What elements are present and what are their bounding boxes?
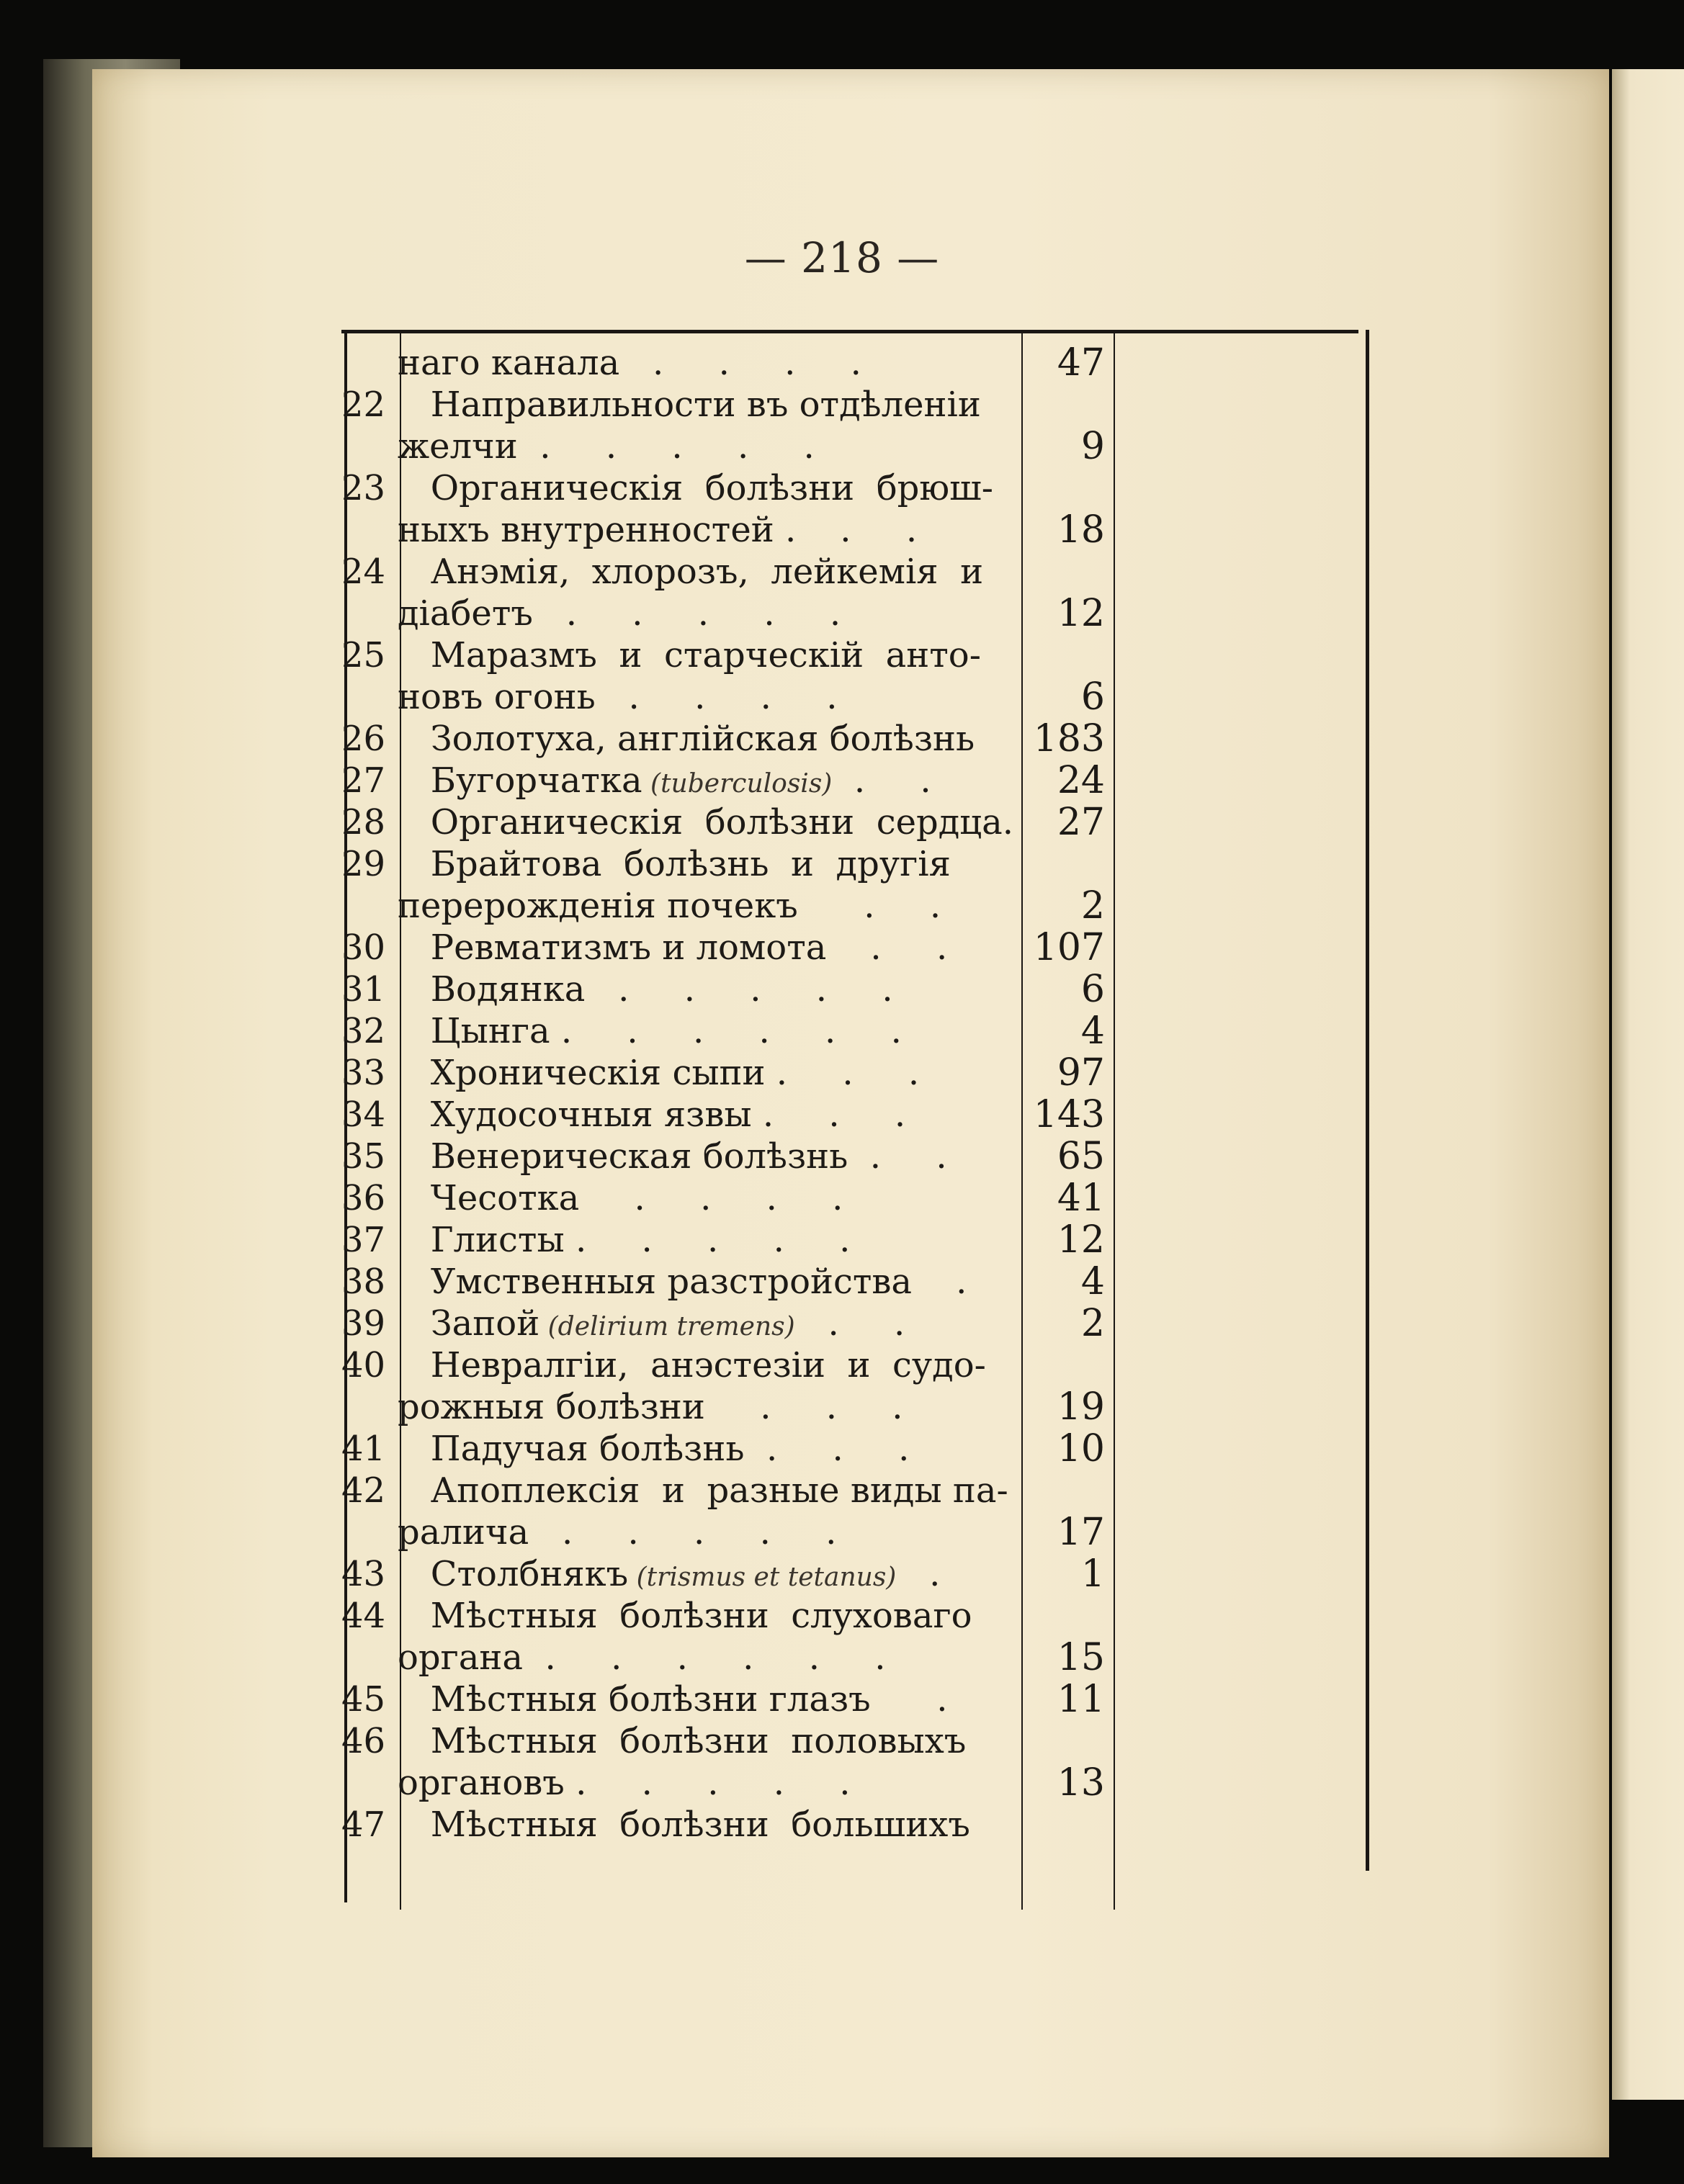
row-label-line: Запой (delirium tremens) . . xyxy=(398,1303,905,1344)
row-label-line: Анэмія, хлорозъ, лейкемія и xyxy=(398,552,984,592)
row-count: 6 xyxy=(1080,675,1105,719)
row-label-line: перерожденія почекъ . . xyxy=(398,886,941,926)
row-count: 2 xyxy=(1080,884,1105,927)
row-label-line: діабетъ . . . . . xyxy=(398,593,841,634)
row-label-line: ралича . . . . . xyxy=(398,1512,837,1552)
row-number: 25 xyxy=(341,635,386,675)
row-label-line: Мѣстныя болѣзни половыхъ xyxy=(398,1721,967,1761)
latin-term: (trismus et tetanus) xyxy=(628,1563,897,1592)
row-label-line: Ревматизмъ и ломота . . xyxy=(398,927,948,968)
row-number: 24 xyxy=(341,552,386,592)
row-count: 12 xyxy=(1057,592,1105,635)
row-label-line: Столбнякъ (trismus et tetanus) . xyxy=(398,1554,941,1594)
row-label-line: новъ огонь . . . . xyxy=(398,677,838,717)
row-number: 39 xyxy=(341,1303,386,1344)
row-label-line: Умственныя разстройства . xyxy=(398,1262,967,1302)
row-label-line: желчи . . . . . xyxy=(398,426,815,467)
row-count: 15 xyxy=(1057,1636,1105,1679)
row-label-line: органа . . . . . . xyxy=(398,1637,886,1678)
row-number: 44 xyxy=(341,1596,386,1636)
row-count: 12 xyxy=(1057,1218,1105,1262)
leader-dots: . . xyxy=(794,1303,905,1344)
row-count: 19 xyxy=(1057,1385,1105,1429)
row-label-line: Цынга . . . . . . xyxy=(398,1011,902,1051)
leader-dots: . . xyxy=(832,760,931,801)
row-number: 38 xyxy=(341,1262,386,1302)
row-label-line: наго канала . . . . xyxy=(398,343,861,383)
row-count: 107 xyxy=(1033,926,1105,969)
page-number: — 218 — xyxy=(744,233,940,282)
row-label-line: Органическія болѣзни сердца. xyxy=(398,802,1013,842)
leader-dots: . xyxy=(896,1554,941,1594)
row-label-line: Падучая болѣзнь . . . xyxy=(398,1429,910,1469)
latin-term: (tuberculosis) xyxy=(642,769,833,799)
row-count: 24 xyxy=(1057,759,1105,802)
row-label-line: рожныя болѣзни . . . xyxy=(398,1387,903,1427)
row-number: 30 xyxy=(341,927,386,968)
row-number: 26 xyxy=(341,719,386,759)
row-label-line: Органическія болѣзни брюш- xyxy=(398,468,993,508)
row-count: 9 xyxy=(1080,425,1105,468)
row-label-line: Невралгіи, анэстезіи и судо- xyxy=(398,1345,986,1385)
row-number: 46 xyxy=(341,1721,386,1761)
row-count: 97 xyxy=(1057,1051,1105,1095)
row-count: 27 xyxy=(1057,801,1105,844)
row-count: 17 xyxy=(1057,1511,1105,1554)
row-label-line: Водянка . . . . . xyxy=(398,969,893,1010)
row-number: 47 xyxy=(341,1805,386,1845)
row-label-line: Направильности въ отдѣленіи xyxy=(398,385,981,425)
row-count: 13 xyxy=(1057,1761,1105,1805)
value-column-right-rule xyxy=(1114,333,1115,1910)
facing-page-edge xyxy=(1612,69,1684,2100)
row-number: 27 xyxy=(341,760,386,801)
row-label-line: Мѣстныя болѣзни глазъ . xyxy=(398,1679,948,1720)
row-number: 40 xyxy=(341,1345,386,1385)
row-number: 23 xyxy=(341,468,386,508)
latin-term: (delirium tremens) xyxy=(539,1312,795,1342)
table-top-rule xyxy=(341,330,1358,333)
row-label-line: ныхъ внутренностей . . . xyxy=(398,510,918,550)
row-number: 29 xyxy=(341,844,386,884)
row-number: 22 xyxy=(341,385,386,425)
row-count: 4 xyxy=(1080,1010,1105,1053)
row-number: 45 xyxy=(341,1679,386,1720)
row-label-line: органовъ . . . . . xyxy=(398,1763,851,1803)
row-label-line: Бугорчатка (tuberculosis) . . xyxy=(398,760,931,801)
row-count: 47 xyxy=(1057,341,1105,385)
row-number: 42 xyxy=(341,1470,386,1511)
row-number: 37 xyxy=(341,1220,386,1260)
row-label-line: Хроническія сыпи . . . xyxy=(398,1053,920,1093)
row-number: 43 xyxy=(341,1554,386,1594)
row-count: 10 xyxy=(1057,1427,1105,1470)
row-label-line: Худосочныя язвы . . . xyxy=(398,1095,906,1135)
row-label-line: Золотуха, англійская болѣзнь xyxy=(398,719,975,759)
row-label-line: Глисты . . . . . xyxy=(398,1220,851,1260)
row-number: 32 xyxy=(341,1011,386,1051)
row-label-line: Апоплексія и разные виды па- xyxy=(398,1470,1008,1511)
row-count: 6 xyxy=(1080,968,1105,1011)
row-count: 143 xyxy=(1033,1093,1105,1136)
row-label-line: Мѣстныя болѣзни слуховаго xyxy=(398,1596,972,1636)
row-count: 18 xyxy=(1057,508,1105,552)
row-label-line: Мѣстныя болѣзни большихъ xyxy=(398,1805,970,1845)
row-count: 1 xyxy=(1080,1552,1105,1596)
row-number: 31 xyxy=(341,969,386,1010)
row-number: 28 xyxy=(341,802,386,842)
row-label-line: Венерическая болѣзнь . . xyxy=(398,1136,947,1177)
row-number: 41 xyxy=(341,1429,386,1469)
row-number: 33 xyxy=(341,1053,386,1093)
row-count: 183 xyxy=(1033,717,1105,760)
row-number: 34 xyxy=(341,1095,386,1135)
row-count: 11 xyxy=(1057,1678,1105,1721)
row-label-line: Брайтова болѣзнь и другія xyxy=(398,844,951,884)
row-number: 36 xyxy=(341,1178,386,1218)
row-label-line: Чесотка . . . . xyxy=(398,1178,843,1218)
row-label-line: Маразмъ и старческій анто- xyxy=(398,635,981,675)
table-right-rule xyxy=(1366,330,1369,1871)
row-number: 35 xyxy=(341,1136,386,1177)
row-count: 2 xyxy=(1080,1302,1105,1345)
row-count: 4 xyxy=(1080,1260,1105,1303)
row-count: 41 xyxy=(1057,1177,1105,1220)
row-count: 65 xyxy=(1057,1135,1105,1178)
